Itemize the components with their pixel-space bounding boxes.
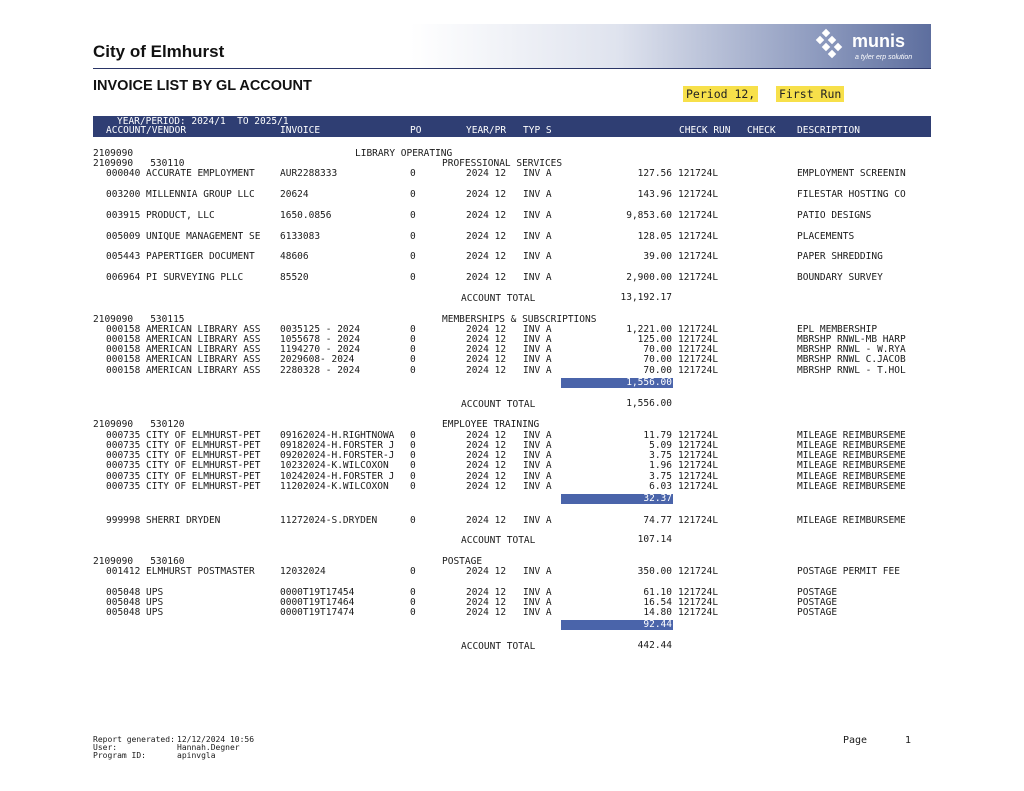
amount-cell: 143.96: [637, 189, 672, 200]
description-cell: POSTAGE: [797, 587, 838, 598]
po-cell: 0: [410, 324, 416, 335]
vendor-cell: 000735 CITY OF ELMHURST-PET: [106, 481, 261, 492]
vendor-cell: 000040 ACCURATE EMPLOYMENT: [106, 168, 255, 179]
check-run-cell: 121724L: [678, 450, 719, 461]
column-header-band: [93, 116, 931, 137]
account-name: PROFESSIONAL SERVICES: [442, 158, 563, 169]
year-pr-cell: 2024 12: [466, 471, 507, 482]
col-account-vendor: ACCOUNT/VENDOR: [106, 125, 187, 136]
check-run-cell: 121724L: [678, 481, 719, 492]
year-pr-cell: 2024 12: [466, 354, 507, 365]
vendor-cell: 000735 CITY OF ELMHURST-PET: [106, 440, 261, 451]
munis-wordmark: munis: [852, 31, 906, 51]
amount-cell: 5.09: [649, 440, 672, 451]
po-cell: 0: [410, 334, 416, 345]
vendor-cell: 005048 UPS: [106, 587, 164, 598]
vendor-cell: 005048 UPS: [106, 597, 164, 608]
type-cell: INV A: [523, 587, 552, 598]
type-cell: INV A: [523, 430, 552, 441]
amount-cell: 74.77: [643, 515, 672, 526]
year-pr-cell: 2024 12: [466, 231, 507, 242]
program-id-label: Program ID:: [93, 751, 146, 760]
invoice-cell: 11202024-K.WILCOXON: [280, 481, 389, 492]
amount-cell: 11.79: [643, 430, 672, 441]
invoice-cell: 09202024-H.FORSTER-J: [280, 450, 395, 461]
invoice-cell: 1194270 - 2024: [280, 344, 361, 355]
po-cell: 0: [410, 515, 416, 526]
description-cell: MILEAGE REIMBURSEME: [797, 430, 906, 441]
year-pr-cell: 2024 12: [466, 344, 507, 355]
po-cell: 0: [410, 587, 416, 598]
check-run-cell: 121724L: [678, 440, 719, 451]
user-value: Hannah.Degner: [177, 743, 240, 752]
description-cell: MBRSHP RNWL-MB HARP: [797, 334, 906, 345]
year-pr-cell: 2024 12: [466, 450, 507, 461]
type-cell: INV A: [523, 597, 552, 608]
account-total-value: 442.44: [637, 640, 672, 651]
invoice-cell: 1650.0856: [280, 210, 332, 221]
year-pr-cell: 2024 12: [466, 597, 507, 608]
type-cell: INV A: [523, 460, 552, 471]
year-pr-cell: 2024 12: [466, 587, 507, 598]
type-cell: INV A: [523, 365, 552, 376]
check-run-cell: 121724L: [678, 334, 719, 345]
account-total-label: ACCOUNT TOTAL: [461, 293, 536, 304]
po-cell: 0: [410, 272, 416, 283]
check-run-cell: 121724L: [678, 231, 719, 242]
munis-logo-icon: [815, 28, 851, 64]
check-run-cell: 121724L: [678, 251, 719, 262]
year-pr-cell: 2024 12: [466, 481, 507, 492]
invoice-cell: 6133083: [280, 231, 321, 242]
year-pr-cell: 2024 12: [466, 440, 507, 451]
description-cell: MILEAGE REIMBURSEME: [797, 440, 906, 451]
account-code: 2109090 530110: [93, 158, 185, 169]
year-pr-cell: 2024 12: [466, 272, 507, 283]
page-label: Page: [843, 735, 868, 746]
type-cell: INV A: [523, 189, 552, 200]
description-cell: POSTAGE: [797, 597, 838, 608]
type-cell: INV A: [523, 168, 552, 179]
amount-cell: 70.00: [643, 344, 672, 355]
po-cell: 0: [410, 607, 416, 618]
year-pr-cell: 2024 12: [466, 430, 507, 441]
year-pr-cell: 2024 12: [466, 210, 507, 221]
vendor-cell: 005443 PAPERTIGER DOCUMENT: [106, 251, 255, 262]
munis-logo: [815, 28, 927, 66]
year-pr-cell: 2024 12: [466, 324, 507, 335]
po-cell: 0: [410, 354, 416, 365]
year-pr-cell: 2024 12: [466, 460, 507, 471]
description-cell: PAPER SHREDDING: [797, 251, 883, 262]
type-cell: INV A: [523, 324, 552, 335]
description-cell: MILEAGE REIMBURSEME: [797, 471, 906, 482]
description-cell: MBRSHP RNWL C.JACOB: [797, 354, 906, 365]
account-total-label: ACCOUNT TOTAL: [461, 535, 536, 546]
vendor-cell: 005048 UPS: [106, 607, 164, 618]
vendor-cell: 000735 CITY OF ELMHURST-PET: [106, 430, 261, 441]
type-cell: INV A: [523, 471, 552, 482]
amount-cell: 128.05: [637, 231, 672, 242]
run-badge: First Run: [776, 86, 844, 102]
vendor-cell: 000158 AMERICAN LIBRARY ASS: [106, 334, 261, 345]
account-total-value: 1,556.00: [626, 398, 672, 409]
amount-cell: 16.54: [643, 597, 672, 608]
po-cell: 0: [410, 251, 416, 262]
vendor-cell: 001412 ELMHURST POSTMASTER: [106, 566, 255, 577]
subtotal-highlight: [561, 378, 673, 388]
invoice-cell: 0000T19T17464: [280, 597, 355, 608]
check-run-cell: 121724L: [678, 324, 719, 335]
col-year-pr: YEAR/PR: [466, 125, 507, 136]
po-cell: 0: [410, 365, 416, 376]
type-cell: INV A: [523, 607, 552, 618]
vendor-cell: 003200 MILLENNIA GROUP LLC: [106, 189, 255, 200]
amount-cell: 61.10: [643, 587, 672, 598]
invoice-cell: 09162024-H.RIGHTNOWA: [280, 430, 395, 441]
invoice-cell: 09182024-H.FORSTER J: [280, 440, 395, 451]
check-run-cell: 121724L: [678, 607, 719, 618]
description-cell: MILEAGE REIMBURSEME: [797, 481, 906, 492]
year-pr-cell: 2024 12: [466, 515, 507, 526]
check-run-cell: 121724L: [678, 460, 719, 471]
check-run-cell: 121724L: [678, 344, 719, 355]
amount-cell: 350.00: [637, 566, 672, 577]
check-run-cell: 121724L: [678, 515, 719, 526]
amount-cell: 127.56: [637, 168, 672, 179]
amount-cell: 1,221.00: [626, 324, 672, 335]
invoice-cell: 1055678 - 2024: [280, 334, 361, 345]
vendor-cell: 000158 AMERICAN LIBRARY ASS: [106, 354, 261, 365]
report-title: INVOICE LIST BY GL ACCOUNT: [93, 78, 312, 94]
description-cell: BOUNDARY SURVEY: [797, 272, 883, 283]
account-total-label: ACCOUNT TOTAL: [461, 641, 536, 652]
vendor-cell: 000158 AMERICAN LIBRARY ASS: [106, 344, 261, 355]
vendor-cell: 999998 SHERRI DRYDEN: [106, 515, 221, 526]
amount-cell: 14.80: [643, 607, 672, 618]
description-cell: MBRSHP RNWL - W.RYA: [797, 344, 906, 355]
amount-cell: 70.00: [643, 354, 672, 365]
col-po: PO: [410, 125, 422, 136]
type-cell: INV A: [523, 231, 552, 242]
year-pr-cell: 2024 12: [466, 334, 507, 345]
vendor-cell: 000735 CITY OF ELMHURST-PET: [106, 471, 261, 482]
amount-cell: 3.75: [649, 471, 672, 482]
po-cell: 0: [410, 471, 416, 482]
account-name: MEMBERSHIPS & SUBSCRIPTIONS: [442, 314, 597, 325]
po-cell: 0: [410, 168, 416, 179]
type-cell: INV A: [523, 566, 552, 577]
po-cell: 0: [410, 231, 416, 242]
year-period-range: YEAR/PERIOD: 2024/1 TO 2025/1: [117, 116, 289, 127]
account-name: POSTAGE: [442, 556, 483, 567]
report-generated-value: 12/12/2024 10:56: [177, 735, 255, 744]
invoice-cell: 0000T19T17454: [280, 587, 355, 598]
invoice-cell: 48606: [280, 251, 309, 262]
description-cell: MILEAGE REIMBURSEME: [797, 450, 906, 461]
account-total-value: 13,192.17: [620, 292, 672, 303]
year-pr-cell: 2024 12: [466, 251, 507, 262]
description-cell: EPL MEMBERSHIP: [797, 324, 878, 335]
account-code: 2109090 530120: [93, 419, 185, 430]
amount-cell: 2,900.00: [626, 272, 672, 283]
subtotal-value: 1,556.00: [626, 377, 672, 388]
amount-cell: 125.00: [637, 334, 672, 345]
vendor-cell: 000158 AMERICAN LIBRARY ASS: [106, 324, 261, 335]
check-run-cell: 121724L: [678, 354, 719, 365]
year-pr-cell: 2024 12: [466, 168, 507, 179]
account-total-value: 107.14: [637, 534, 672, 545]
year-pr-cell: 2024 12: [466, 607, 507, 618]
amount-cell: 9,853.60: [626, 210, 672, 221]
account-name: EMPLOYEE TRAINING: [442, 419, 540, 430]
type-cell: INV A: [523, 481, 552, 492]
description-cell: MBRSHP RNWL - T.HOL: [797, 365, 906, 376]
account-total-label: ACCOUNT TOTAL: [461, 399, 536, 410]
invoice-cell: 2280328 - 2024: [280, 365, 361, 376]
po-cell: 0: [410, 450, 416, 461]
po-cell: 0: [410, 597, 416, 608]
invoice-cell: 0000T19T17474: [280, 607, 355, 618]
po-cell: 0: [410, 460, 416, 471]
type-cell: INV A: [523, 272, 552, 283]
type-cell: INV A: [523, 450, 552, 461]
check-run-cell: 121724L: [678, 210, 719, 221]
col-typ-s: TYP S: [523, 125, 552, 136]
user-label: User:: [93, 743, 118, 752]
subtotal-value: 32.37: [643, 493, 672, 504]
invoice-cell: 10232024-K.WILCOXON: [280, 460, 389, 471]
invoice-cell: 10242024-H.FORSTER J: [280, 471, 395, 482]
check-run-cell: 121724L: [678, 587, 719, 598]
city-name: City of Elmhurst: [93, 42, 225, 61]
fund-name: LIBRARY OPERATING: [355, 148, 453, 159]
check-run-cell: 121724L: [678, 430, 719, 441]
check-run-cell: 121724L: [678, 471, 719, 482]
invoice-cell: 20624: [280, 189, 309, 200]
fund-code: 2109090: [93, 148, 134, 159]
invoice-cell: 12032024: [280, 566, 326, 577]
program-id-value: apinvgla: [177, 751, 216, 760]
account-code: 2109090 530160: [93, 556, 185, 567]
description-cell: MILEAGE REIMBURSEME: [797, 515, 906, 526]
check-run-cell: 121724L: [678, 168, 719, 179]
type-cell: INV A: [523, 210, 552, 221]
check-run-cell: 121724L: [678, 365, 719, 376]
type-cell: INV A: [523, 251, 552, 262]
amount-cell: 70.00: [643, 365, 672, 376]
vendor-cell: 006964 PI SURVEYING PLLC: [106, 272, 244, 283]
type-cell: INV A: [523, 344, 552, 355]
po-cell: 0: [410, 430, 416, 441]
description-cell: PLACEMENTS: [797, 231, 855, 242]
col-check-run: CHECK RUN: [679, 125, 731, 136]
description-cell: FILESTAR HOSTING CO: [797, 189, 906, 200]
description-cell: POSTAGE: [797, 607, 838, 618]
invoice-cell: 2029608- 2024: [280, 354, 355, 365]
year-pr-cell: 2024 12: [466, 566, 507, 577]
subtotal-value: 92.44: [643, 619, 672, 630]
header-rule: [93, 68, 931, 69]
type-cell: INV A: [523, 440, 552, 451]
type-cell: INV A: [523, 334, 552, 345]
vendor-cell: 005009 UNIQUE MANAGEMENT SE: [106, 231, 261, 242]
check-run-cell: 121724L: [678, 189, 719, 200]
check-run-cell: 121724L: [678, 566, 719, 577]
description-cell: POSTAGE PERMIT FEE: [797, 566, 900, 577]
amount-cell: 39.00: [643, 251, 672, 262]
po-cell: 0: [410, 344, 416, 355]
munis-tagline: a tyler erp solution: [855, 54, 913, 61]
type-cell: INV A: [523, 515, 552, 526]
vendor-cell: 003915 PRODUCT, LLC: [106, 210, 215, 221]
type-cell: INV A: [523, 354, 552, 365]
po-cell: 0: [410, 481, 416, 492]
vendor-cell: 000158 AMERICAN LIBRARY ASS: [106, 365, 261, 376]
description-cell: PATIO DESIGNS: [797, 210, 872, 221]
report-generated-label: Report generated:: [93, 735, 175, 744]
col-description: DESCRIPTION: [797, 125, 860, 136]
po-cell: 0: [410, 210, 416, 221]
po-cell: 0: [410, 440, 416, 451]
year-pr-cell: 2024 12: [466, 365, 507, 376]
invoice-cell: 0035125 - 2024: [280, 324, 361, 335]
page-number: 1: [905, 735, 912, 746]
description-cell: MILEAGE REIMBURSEME: [797, 460, 906, 471]
col-invoice: INVOICE: [280, 125, 321, 136]
check-run-cell: 121724L: [678, 597, 719, 608]
invoice-cell: 85520: [280, 272, 309, 283]
account-code: 2109090 530115: [93, 314, 185, 325]
col-check: CHECK: [747, 125, 776, 136]
amount-cell: 1.96: [649, 460, 672, 471]
check-run-cell: 121724L: [678, 272, 719, 283]
vendor-cell: 000735 CITY OF ELMHURST-PET: [106, 450, 261, 461]
vendor-cell: 000735 CITY OF ELMHURST-PET: [106, 460, 261, 471]
subtotal-highlight: [561, 620, 673, 630]
invoice-cell: 11272024-S.DRYDEN: [280, 515, 378, 526]
po-cell: 0: [410, 189, 416, 200]
amount-cell: 6.03: [649, 481, 672, 492]
po-cell: 0: [410, 566, 416, 577]
description-cell: EMPLOYMENT SCREENIN: [797, 168, 906, 179]
period-badge: Period 12,: [683, 86, 758, 102]
amount-cell: 3.75: [649, 450, 672, 461]
subtotal-highlight: [561, 494, 673, 504]
invoice-cell: AUR2288333: [280, 168, 338, 179]
year-pr-cell: 2024 12: [466, 189, 507, 200]
